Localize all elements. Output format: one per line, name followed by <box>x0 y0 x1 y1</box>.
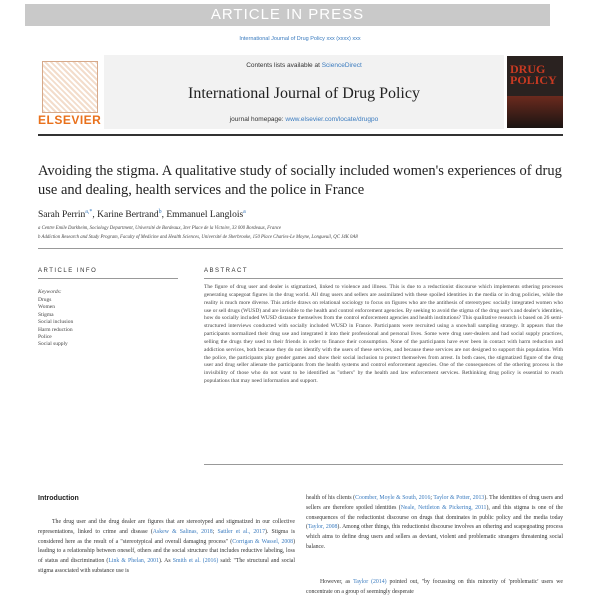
author-name[interactable]: Sarah Perrin <box>38 210 86 221</box>
body-text: health of his clients ( <box>306 495 356 501</box>
intro-paragraph-right <box>306 494 563 553</box>
keyword: Social supply <box>38 341 68 348</box>
journal-title: International Journal of Drug Policy <box>188 85 420 102</box>
intro-paragraph-right-2 <box>306 578 563 598</box>
abstract-bottom-divider <box>204 464 563 465</box>
reference-link[interactable]: Smith et al. (2016) <box>172 558 219 564</box>
author-affil-marker[interactable]: a,* <box>85 209 93 215</box>
author-list: Sarah Perrin$^{a,*}$, Karine Bertrand$^b$, Emmanuel Langlois$^a$ <box>38 209 246 221</box>
keyword: Harm reduction <box>38 326 73 333</box>
homepage-label: journal homepage: <box>229 116 286 123</box>
reference-link[interactable]: Taylor, 2008 <box>307 524 338 531</box>
body-text: pointed out, "by focussing on this minority of 'problematic' users we concentrate on a group of seemingly desperate <box>306 579 564 595</box>
journal-cover-image[interactable] <box>507 56 563 128</box>
author-name[interactable]: Emmanuel Langlois <box>166 210 244 221</box>
body-text: ), and this stigma is one of the consequences of the reductionist discourse on drugs that dominates in public policy and the media today ( <box>306 504 563 531</box>
contents-line <box>104 62 504 69</box>
homepage-link[interactable]: www.elsevier.com/locate/drugpo <box>285 116 379 123</box>
affiliation: b Addiction Research and Study Program, Faculty of Medicine and Health Sciences, Université de Sherbrooke, 150 Place Charles-Le Moyne, Longueuil, QC J4K 0A8 <box>38 235 358 240</box>
abstract-text: The figure of drug user and dealer is stigmatized, linked to violence and illness. This is due to a reductionist discourse which implements othering processes generating scapegoat figures in the drug world. All drug users and sellers are assimilated with these spoiled identities in the media or in drug policies, while the reality is much more diverse. This article draws on relational sociology to focus on figures who are the antithesis of stereotypes: socially integrated women who use or sell drugs (WUSD) and are invisible to the health and control enforcement agencies. By seeking to avoid the stigma of the drug user's and dealer's identities, how do socially included WUSD distance themselves from the control enforcement agencies and health institutions? This qualitative research is based on 26 semi-structured interviews conducted with socially included WUSD in France. Participants were recruited using a snowball sampling strategy. It appears that the participants normalized their drug use and integrated it into their professional and personal lives. Some were drug user-dealers and had social supply practices, selling the drugs they used to their friends in order to finance their consumption. None of the participants have ever been in contact with harm reduction and addiction services, both because they do not identify with the users of these services, and because these services are not designed to support this population. With the police, the participants play gender games and show their social inclusion to protect themselves from arrest. In both cases, the stigmatized figure of the drug user and drug seller alienate the participants from the health systems and control enforcement agencies. One of the consequences of the othering process is the invisibility of those who do not want to be identified as "others" by the health and law enforcement services. Rethinking drug policy is essential to reach populations that may need information and support. <box>204 284 563 385</box>
reference-link[interactable]: Corrigan & Wassel, 2008 <box>232 538 294 545</box>
abstract-heading: ABSTRACT <box>204 268 249 274</box>
cover-title: DRUG POLICY <box>510 62 557 87</box>
reference-link[interactable]: Taylor (2014) <box>353 579 387 585</box>
body-text: ). Stigma is considered here as the result of a "stereotypical and overall damaging process" ( <box>38 528 295 545</box>
body-text: ). As <box>158 558 173 564</box>
keyword: Women <box>38 304 55 311</box>
contents-prefix: Contents lists available at <box>246 62 322 69</box>
intro-paragraph-left <box>38 518 295 577</box>
header-divider <box>38 134 563 136</box>
keyword-list <box>38 297 178 349</box>
reference-link[interactable]: Taylor & Potter, 2013 <box>433 495 485 501</box>
reference-link[interactable]: Coomber, Moyle & South, 2016 <box>355 495 431 501</box>
article-title: Avoiding the stigma. A qualitative study of socially included women's experiences of drug use and dealing, health services and the police in France <box>38 163 562 198</box>
author-affil-marker[interactable]: b <box>158 209 162 215</box>
body-text: ). Among other things, this reductionist discourse involves an othering and scapegoating process which aims to define drug users and sellers as deviant, violent and problematic strangers threatening social balance. <box>306 524 563 550</box>
elsevier-logo[interactable] <box>38 59 100 129</box>
body-text: ) leading to a relationship between oneself, others and the social structure that includes reductive labeling, loss of status and discrimination ( <box>38 538 295 564</box>
abstract-divider <box>204 278 563 279</box>
keyword: Police <box>38 334 52 341</box>
keywords-label: Keywords: <box>38 289 62 295</box>
author-affil-marker[interactable]: a <box>243 209 246 215</box>
keyword: Stigma <box>38 311 54 318</box>
affiliation-divider <box>38 248 563 249</box>
keyword: Drugs <box>38 297 52 303</box>
body-text: ; <box>212 528 218 535</box>
reference-link[interactable]: Sattler et al., 2017 <box>217 528 265 535</box>
body-text: said: "The structural and social stigma associated with substance use is <box>38 558 295 574</box>
keyword: Social inclusion <box>38 319 74 326</box>
body-text: ; <box>430 495 434 501</box>
cover-artwork <box>507 96 563 128</box>
publisher-name: ELSEVIER <box>38 113 102 127</box>
journal-homepage <box>104 116 504 123</box>
reference-link[interactable]: Link & Phelan, 2001 <box>108 558 159 564</box>
body-text: ). The identities of drug users and sellers are therefore spoiled identities ( <box>306 495 563 511</box>
elsevier-tree-icon <box>42 61 98 113</box>
body-text: However, as <box>320 579 354 585</box>
author-name[interactable]: Karine Bertrand <box>97 210 159 221</box>
body-text: The drug user and the drug dealer are figures that are stereotyped and stigmatized in our collective representations, linked to crime and disease ( <box>38 519 295 535</box>
sciencedirect-link[interactable]: ScienceDirect <box>321 62 362 69</box>
journal-citation[interactable]: International Journal of Drug Policy xxx (xxxx) xxx <box>239 36 361 42</box>
reference-link[interactable]: Neale, Nettleton & Pickering, 2011 <box>400 504 487 511</box>
article-info-divider <box>38 278 178 279</box>
reference-link[interactable]: Askew & Salinas, 2018 <box>152 528 213 535</box>
affiliation: a Centre Emile Durkheim, Sociology Department, Université de Bordeaux, 3ter Place de la Victoire, 33 000 Bordeaux, France <box>38 226 281 231</box>
introduction-heading: Introduction <box>38 495 79 502</box>
article-info-heading: ARTICLE INFO <box>38 268 98 274</box>
article-in-press-banner: ARTICLE IN PRESS <box>25 4 550 26</box>
